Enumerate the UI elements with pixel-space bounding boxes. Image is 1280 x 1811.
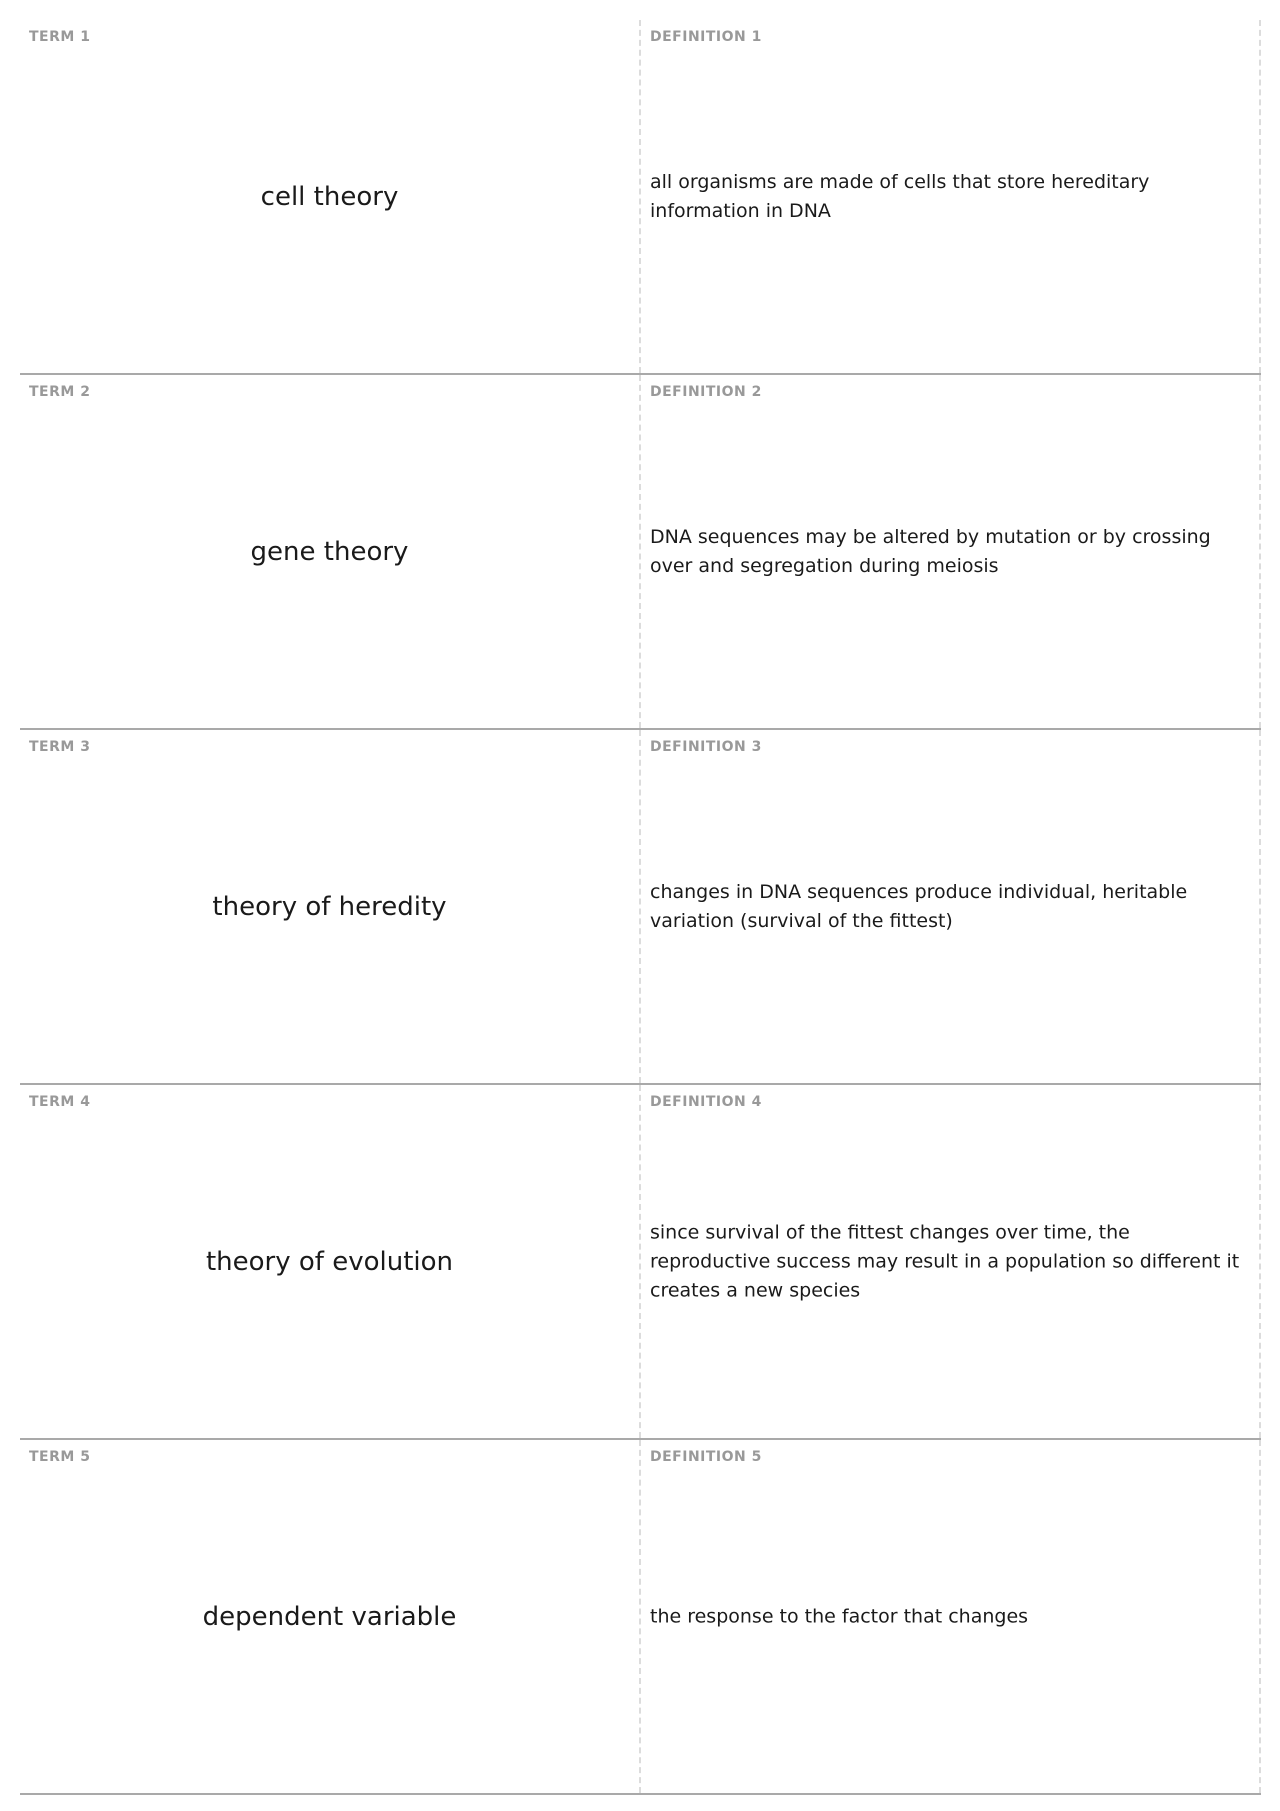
- definition-cell: [641, 20, 1261, 373]
- term-cell: [20, 375, 641, 728]
- term-text: cell theory: [260, 181, 399, 212]
- definition-cell: [641, 1440, 1261, 1793]
- definition-text: changes in DNA sequences produce individual, heritable variation (survival of the fittest): [650, 880, 1188, 932]
- term-text: dependent variable: [202, 1601, 457, 1632]
- definition-label: DEFINITION 4: [650, 1094, 762, 1110]
- definition-label: DEFINITION 1: [650, 29, 762, 45]
- term-label: TERM 4: [29, 1094, 91, 1110]
- definition-label: DEFINITION 3: [650, 739, 762, 755]
- term-text: theory of evolution: [205, 1246, 454, 1277]
- term-cell: [20, 1440, 641, 1793]
- flashcard-sheet: [20, 20, 1261, 1795]
- definition-label: DEFINITION 2: [650, 384, 762, 400]
- definition-cell: [641, 375, 1261, 728]
- term-text: theory of heredity: [212, 891, 447, 922]
- definition-text: DNA sequences may be altered by mutation or by crossing over and segregation during meiosis: [650, 525, 1211, 577]
- definition-text: the response to the factor that changes: [650, 1605, 1029, 1627]
- definition-cell: [641, 730, 1261, 1083]
- definition-label: DEFINITION 5: [650, 1449, 762, 1465]
- flashcard-row-2: [20, 375, 1261, 730]
- term-label: TERM 2: [29, 384, 91, 400]
- flashcard-row-4: [20, 1085, 1261, 1440]
- term-cell: [20, 1085, 641, 1438]
- term-label: TERM 1: [29, 29, 91, 45]
- term-text: gene theory: [250, 536, 409, 567]
- definition-text: since survival of the fittest changes over time, the reproductive success may result in a population so different it creates a new species: [650, 1221, 1240, 1301]
- term-cell: [20, 730, 641, 1083]
- definition-text: all organisms are made of cells that store hereditary information in DNA: [650, 170, 1150, 222]
- term-label: TERM 3: [29, 739, 91, 755]
- term-cell: [20, 20, 641, 373]
- flashcard-row-5: [20, 1440, 1261, 1795]
- term-label: TERM 5: [29, 1449, 91, 1465]
- flashcard-row-1: [20, 20, 1261, 375]
- definition-cell: [641, 1085, 1261, 1438]
- flashcard-row-3: [20, 730, 1261, 1085]
